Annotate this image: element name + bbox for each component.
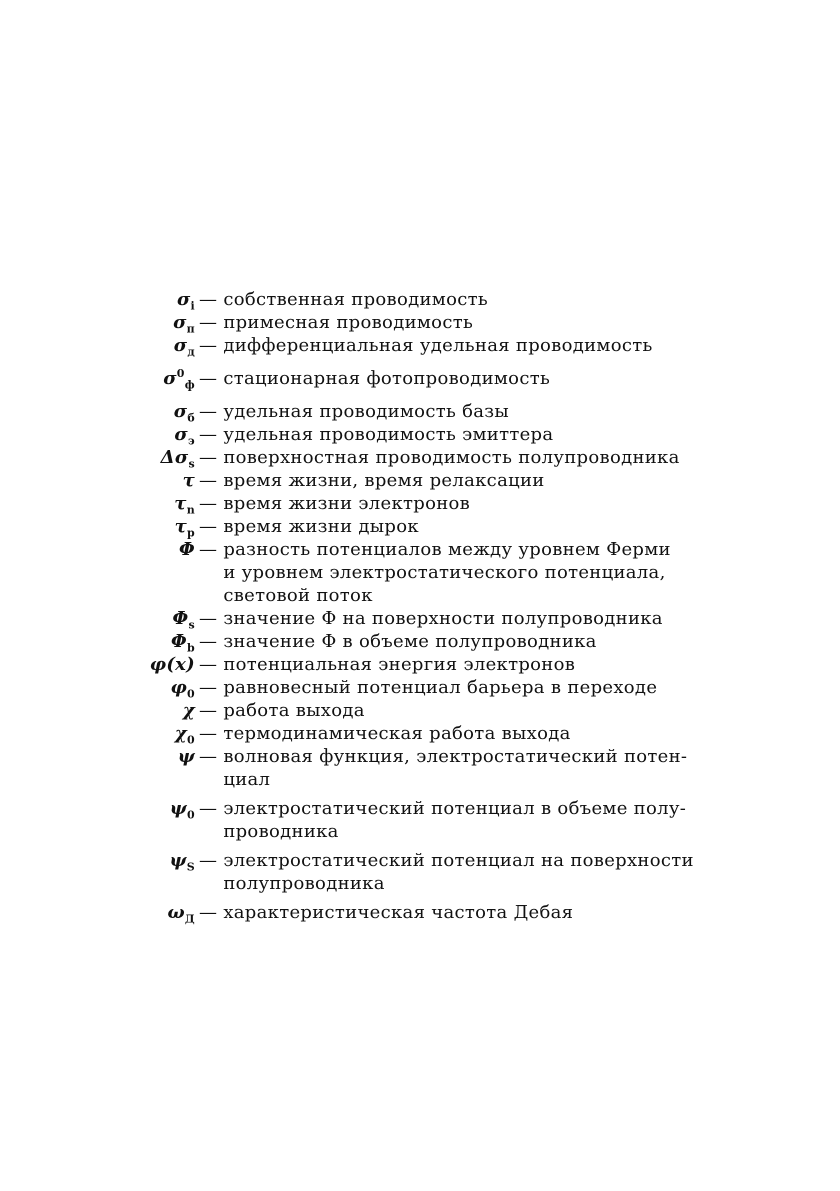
entry-description: удельная проводимость базы bbox=[223, 401, 509, 422]
entry-description: термодинамическая работа выхода bbox=[223, 723, 571, 744]
list-item bbox=[100, 515, 720, 538]
entry-description: время жизни, время релаксации bbox=[223, 470, 545, 491]
list-item bbox=[100, 797, 720, 843]
entry-dash: — bbox=[199, 746, 218, 767]
entry-description: примесная проводимость bbox=[223, 312, 474, 333]
entry-description: работа выхода bbox=[223, 700, 365, 721]
list-item bbox=[100, 492, 720, 515]
entry-dash: — bbox=[199, 677, 218, 698]
entry-dash: — bbox=[199, 493, 218, 514]
list-item bbox=[100, 653, 720, 676]
entry-description: время жизни электронов bbox=[223, 493, 471, 514]
entry-description: значение Φ в объеме полупроводника bbox=[223, 631, 597, 652]
entry-description: характеристическая частота Дебая bbox=[223, 902, 574, 923]
list-item bbox=[100, 676, 720, 699]
entry-symbol: $\Phi_b$ bbox=[171, 631, 195, 655]
entry-symbol: $\tau_n$ bbox=[174, 493, 195, 517]
entry-dash: — bbox=[199, 539, 218, 560]
symbol-glossary bbox=[100, 288, 720, 924]
list-item bbox=[100, 745, 720, 791]
list-item bbox=[100, 722, 720, 745]
list-item bbox=[100, 423, 720, 446]
entry-dash: — bbox=[199, 798, 218, 819]
entry-description: волновая функция, электростатический потен- циал bbox=[223, 746, 688, 790]
entry-symbol: $\Phi_s$ bbox=[172, 608, 195, 632]
entry-description: электростатический потенциал на поверхности полупроводника bbox=[223, 850, 694, 894]
entry-dash: — bbox=[199, 424, 218, 445]
list-item bbox=[100, 288, 720, 311]
entry-symbol: $\sigma^0_ф$ bbox=[163, 367, 195, 392]
list-item bbox=[100, 630, 720, 653]
entry-dash: — bbox=[199, 700, 218, 721]
entry-description: потенциальная энергия электронов bbox=[223, 654, 576, 675]
entry-dash: — bbox=[199, 902, 218, 923]
entry-symbol: $\sigma_i$ bbox=[176, 289, 195, 313]
entry-symbol: $\sigma_э$ bbox=[174, 424, 195, 448]
entry-dash: — bbox=[199, 470, 218, 491]
entry-description: разность потенциалов между уровнем Ферми и уровнем электростатического потенциала, световой поток bbox=[223, 539, 671, 606]
entry-dash: — bbox=[199, 401, 218, 422]
list-item bbox=[100, 538, 720, 607]
entry-dash: — bbox=[199, 289, 218, 310]
entry-symbol: $\psi_0$ bbox=[169, 798, 195, 822]
list-item bbox=[100, 446, 720, 469]
entry-symbol: $\omega_Д$ bbox=[167, 902, 195, 926]
entry-symbol: $\sigma_б$ bbox=[173, 401, 195, 425]
entry-description: поверхностная проводимость полупроводника bbox=[223, 447, 680, 468]
entry-dash: — bbox=[199, 447, 218, 468]
list-item bbox=[100, 699, 720, 722]
entry-symbol: $\varphi_0$ bbox=[170, 677, 195, 701]
list-item bbox=[100, 400, 720, 423]
entry-dash: — bbox=[199, 850, 218, 871]
entry-description: удельная проводимость эмиттера bbox=[223, 424, 554, 445]
entry-dash: — bbox=[199, 631, 218, 652]
entry-dash: — bbox=[199, 723, 218, 744]
entry-dash: — bbox=[199, 335, 218, 356]
entry-description: равновесный потенциал барьера в переходе bbox=[223, 677, 658, 698]
entry-symbol: $\Delta\sigma_s$ bbox=[160, 447, 195, 471]
entry-dash: — bbox=[199, 654, 218, 675]
entry-symbol: τ bbox=[182, 470, 195, 491]
entry-description: собственная проводимость bbox=[223, 289, 488, 310]
entry-description: время жизни дырок bbox=[223, 516, 419, 537]
list-item bbox=[100, 469, 720, 492]
entry-dash: — bbox=[199, 312, 218, 333]
entry-symbol: ψ bbox=[177, 746, 195, 767]
entry-dash: — bbox=[199, 368, 218, 389]
entry-symbol: $\psi_S$ bbox=[169, 850, 195, 874]
entry-dash: — bbox=[199, 608, 218, 629]
entry-description: стационарная фотопроводимость bbox=[223, 368, 551, 389]
list-item bbox=[100, 334, 720, 357]
list-item bbox=[100, 849, 720, 895]
entry-symbol: χ bbox=[182, 700, 195, 721]
entry-symbol: $\tau_p$ bbox=[174, 516, 195, 540]
list-item bbox=[100, 607, 720, 630]
list-item bbox=[100, 311, 720, 334]
entry-description: электростатический потенциал в объеме полу- проводника bbox=[223, 798, 687, 842]
entry-symbol: Φ bbox=[179, 539, 195, 560]
entry-symbol: $\chi_0$ bbox=[174, 723, 195, 747]
entry-symbol: φ(x) bbox=[149, 654, 195, 675]
entry-description: значение Φ на поверхности полупроводника bbox=[223, 608, 663, 629]
entry-description: дифференциальная удельная проводимость bbox=[223, 335, 653, 356]
entry-dash: — bbox=[199, 516, 218, 537]
list-item bbox=[100, 901, 720, 924]
entry-symbol: $\sigma_д$ bbox=[173, 335, 195, 359]
entry-symbol: $\sigma_п$ bbox=[173, 312, 195, 336]
list-item bbox=[100, 367, 720, 390]
